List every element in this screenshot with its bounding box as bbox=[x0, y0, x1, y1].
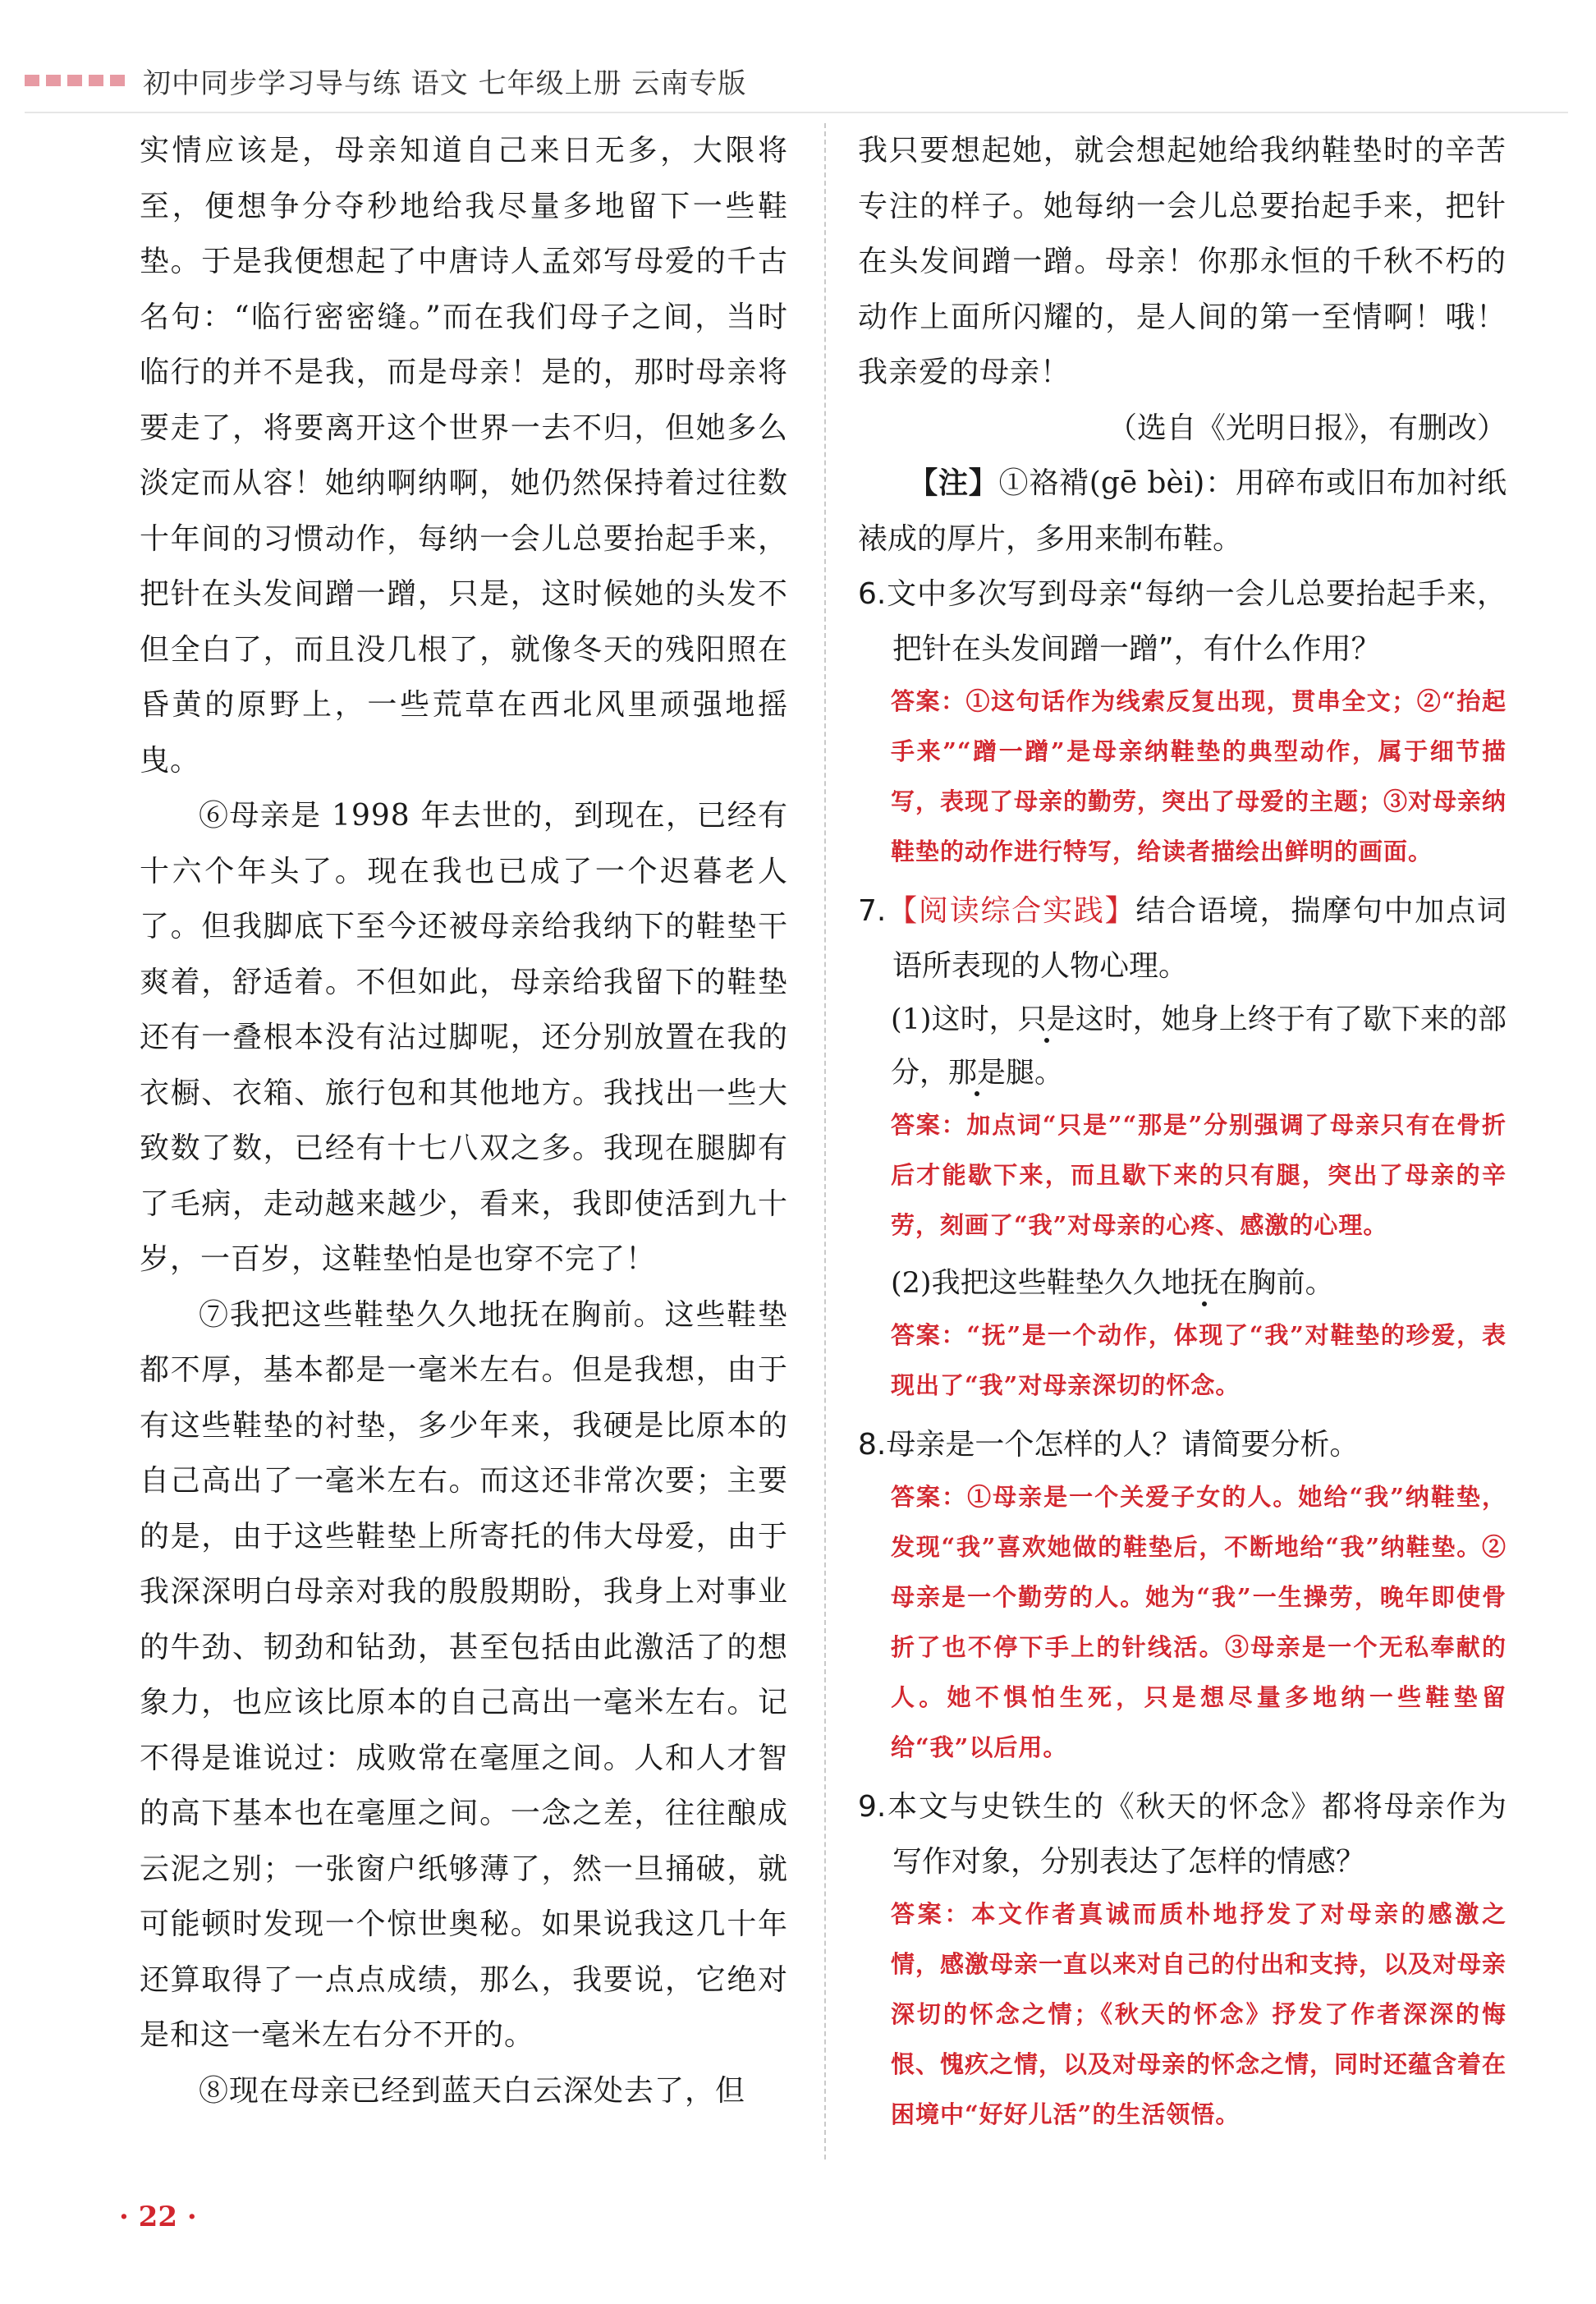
footnote-text: ①袼褙(gē bèi)：用碎布或旧布加衬纸裱成的厚片，多用来制布鞋。 bbox=[858, 466, 1507, 556]
answer-text: ①母亲是一个关爱子女的人。她给“我”纳鞋垫，发现“我”喜欢她做的鞋垫后，不断地给“我”纳鞋垫。②母亲是一个勤劳的人。她为“我”一生操劳，晚年即使骨折了也不停下手上的针线活。③母亲是一个无私奉献的人。她不惧怕生死，只是想尽量多地纳一些鞋垫留给“我”以后用。 bbox=[891, 1483, 1507, 1761]
question-number: 9. bbox=[858, 1790, 887, 1824]
answer-7-2 bbox=[891, 1310, 1507, 1411]
answer-label: 答案： bbox=[891, 1321, 967, 1349]
answer-text: 本文作者真诚而质朴地抒发了对母亲的感激之情，感激母亲一直以来对自己的付出和支持，以及对母亲深切的怀念之情；《秋天的怀念》抒发了作者深深的悔恨、愧疚之情，以及对母亲的怀念之情，同时还蕴含着在困境中“好好儿活”的生活领悟。 bbox=[891, 1900, 1507, 2128]
answer-8 bbox=[891, 1472, 1507, 1773]
answer-text: 加点词“只是”“那是”分别强调了母亲只有在骨折后才能歇下来，而且歇下来的只有腿，突出了母亲的辛劳，刻画了“我”对母亲的心疼、感激的心理。 bbox=[891, 1111, 1507, 1239]
paragraph-8-cont: 我只要想起她，就会想起她给我纳鞋垫时的辛苦专注的样子。她每纳一会儿总要抬起手来，把针在头发间蹭一蹭。母亲！你那永恒的千秋不朽的动作上面所闪耀的，是人间的第一至情啊！哦！我亲爱的母亲！ bbox=[858, 134, 1507, 389]
answer-6 bbox=[891, 677, 1507, 877]
sub-text: 在胸前。 bbox=[1218, 1267, 1334, 1300]
header-rule bbox=[25, 112, 1568, 113]
dotted-word: 抚 bbox=[1190, 1267, 1219, 1300]
page-header bbox=[25, 59, 1568, 102]
header-title: 初中同步学习导与练 语文 七年级上册 云南专版 bbox=[143, 67, 747, 100]
answer-label: 答案： bbox=[891, 1483, 968, 1511]
answer-text: ①这句话作为线索反复出现，贯串全文；②“抬起手来”“蹭一蹭”是母亲纳鞋垫的典型动作，属于细节描写，表现了母亲的勤劳，突出了母爱的主题；③对母亲纳鞋垫的动作进行特写，给读者描绘出鲜明的画面。 bbox=[891, 687, 1507, 865]
header-decoration bbox=[25, 75, 125, 86]
dotted-word: 只是 bbox=[1017, 1003, 1075, 1036]
question-6 bbox=[858, 567, 1507, 677]
dotted-word: 那是 bbox=[948, 1057, 1007, 1090]
paragraph-5-cont: 实情应该是，母亲知道自己来日无多，大限将至，便想争分夺秒地给我尽量多地留下一些鞋垫。于是我便想起了中唐诗人孟郊写母爱的千古名句：“临行密密缝。”而在我们母子之间，当时临行的并不是我，而是母亲！是的，那时母亲将要走了，将要离开这个世界一去不归，但她多么淡定而从容！她纳啊纳啊，她仍然保持着过往数十年间的习惯动作，每纳一会儿总要抬起手来，把针在头发间蹭一蹭，只是，这时候她的头发不但全白了，而且没几根了，就像冬天的残阳照在昏黄的原野上，一些荒草在西北风里顽强地摇曳。 bbox=[140, 134, 788, 778]
sub-text: 腿。 bbox=[1006, 1057, 1064, 1090]
sub-text: (1)这时， bbox=[891, 1003, 1018, 1036]
answer-text: “抚”是一个动作，体现了“我”对鞋垫的珍爱，表现出了“我”对母亲深切的怀念。 bbox=[891, 1321, 1507, 1399]
page-number: · 22 · bbox=[119, 2201, 197, 2233]
question-9 bbox=[858, 1779, 1507, 1889]
sub-text: (2)我把这些鞋垫久久地 bbox=[891, 1267, 1190, 1300]
paragraph-6: ⑥母亲是 1998 年去世的，到现在，已经有十六个年头了。现在我也已成了一个迟暮老人了。但我脚底下至今还被母亲给我纳下的鞋垫干爽着，舒适着。不但如此，母亲给我留下的鞋垫还有一叠根本没有沾过脚呢，还分别放置在我的衣橱、衣箱、旅行包和其他地方。我找出一些大致数了数，已经有十七八双之多。我现在腿脚有了毛病，走动越来越少，看来，我即使活到九十岁，一百岁，这鞋垫怕是也穿不完了！ bbox=[140, 799, 788, 1276]
sub-text: 这时，她身上终于有了歇下来的部分， bbox=[891, 1003, 1507, 1090]
subquestion-7-1 bbox=[858, 994, 1507, 1100]
footnote-label: 【注】 bbox=[908, 466, 999, 500]
question-text: 结合语境，揣摩句中加点词语所表现的人物心理。 bbox=[892, 894, 1507, 983]
right-column bbox=[858, 123, 1507, 2146]
question-8 bbox=[858, 1417, 1507, 1472]
left-column bbox=[140, 123, 788, 2118]
paragraph-7: ⑦我把这些鞋垫久久地抚在胸前。这些鞋垫都不厚，基本都是一毫米左右。但是我想，由于有这些鞋垫的衬垫，多少年来，我硬是比原本的自己高出了一毫米左右。而这还非常次要；主要的是，由于这些鞋垫上所寄托的伟大母爱，由于我深深明白母亲对我的殷殷期盼，我身上对事业的牛劲、韧劲和钻劲，甚至包括由此激活了的想象力，也应该比原本的自己高出一毫米左右。记不得是谁说过：成败常在毫厘之间。人和人才智的高下基本也在毫厘之间。一念之差，往往酿成云泥之别；一张窗户纸够薄了，然一旦捅破，就可能顿时发现一个惊世奥秘。如果说我这几十年还算取得了一点点成绩，那么，我要说，它绝对是和这一毫米左右分不开的。 bbox=[140, 1297, 788, 2052]
question-number: 8. bbox=[858, 1428, 887, 1462]
source-note: （选自《光明日报》，有删改） bbox=[1107, 411, 1507, 445]
question-text: 文中多次写到母亲“每纳一会儿总要抬起手来，把针在头发间蹭一蹭”，有什么作用？ bbox=[886, 577, 1507, 666]
paragraph-8: ⑧现在母亲已经到蓝天白云深处去了，但 bbox=[199, 2073, 746, 2108]
answer-7-1 bbox=[891, 1100, 1507, 1251]
question-7 bbox=[858, 884, 1507, 994]
question-text: 本文与史铁生的《秋天的怀念》都将母亲作为写作对象，分别表达了怎样的情感？ bbox=[886, 1790, 1507, 1879]
answer-label: 答案： bbox=[891, 687, 966, 715]
answer-label: 答案： bbox=[891, 1111, 967, 1139]
answer-9 bbox=[891, 1889, 1507, 2140]
question-number: 7. bbox=[858, 894, 887, 928]
subquestion-7-2 bbox=[858, 1257, 1507, 1310]
column-divider bbox=[824, 123, 826, 2159]
question-text: 母亲是一个怎样的人？请简要分析。 bbox=[886, 1428, 1360, 1462]
question-tag: 【阅读综合实践】 bbox=[886, 894, 1136, 928]
question-number: 6. bbox=[858, 577, 887, 611]
footnote bbox=[858, 456, 1507, 567]
answer-label: 答案： bbox=[891, 1900, 972, 1928]
